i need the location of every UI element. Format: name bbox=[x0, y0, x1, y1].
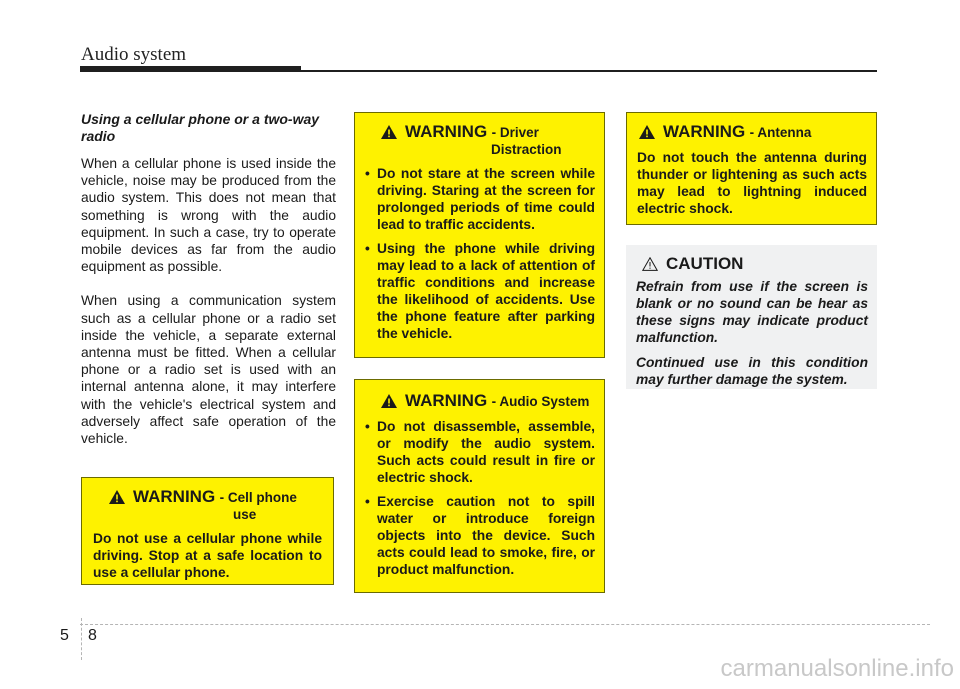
warning-subtitle: - Driver bbox=[491, 125, 539, 140]
warning-subtitle-2: Distraction bbox=[491, 142, 562, 157]
warning-box-driver-distraction bbox=[354, 112, 605, 358]
warning-triangle-icon bbox=[109, 490, 125, 504]
header-bar-thick bbox=[80, 66, 301, 72]
list-item: • Exercise caution not to spill water or introduce foreign objects into the device. Such acts could lead to smoke, fire, or product malfunction. bbox=[365, 494, 595, 577]
warning-triangle-icon bbox=[639, 125, 655, 139]
warning-subtitle: - Audio System bbox=[491, 394, 590, 409]
warning-bullet-list bbox=[365, 418, 595, 578]
list-item: • Using the phone while driving may lead to a lack of attention of traffic conditions and increase the likelihood of accidents. Use the phone feature after parking the vehicle. bbox=[365, 241, 595, 341]
warning-subtitle: - Cell phone bbox=[219, 490, 297, 505]
caution-triangle-icon bbox=[642, 257, 658, 271]
list-item: • Do not disassemble, assemble, or modify the audio system. Such acts could result in fire or electric shock. bbox=[365, 419, 595, 485]
warning-text: Do not touch the antenna during thunder or lightening as such acts may lead to lightning induced electric shock. bbox=[637, 150, 867, 216]
header-bar-thin bbox=[301, 70, 877, 72]
caution-paragraph-1: Refrain from use if the screen is blank or no sound can be hear as these signs may indicate product malfunction. bbox=[636, 279, 868, 345]
list-item: • Do not stare at the screen while driving. Staring at the screen for prolonged periods of time could lead to traffic accidents. bbox=[365, 166, 595, 232]
left-column bbox=[81, 111, 336, 464]
footer-divider-vertical bbox=[81, 618, 82, 660]
body-paragraph-1: When a cellular phone is used inside the vehicle, noise may be produced from the audio system. This does not mean that something is wrong with the audio equipment. In such a case, try to operate mobile devices as far from the audio equipment as possible. bbox=[81, 156, 336, 275]
warning-bullet-list bbox=[365, 165, 595, 342]
warning-title: WARNING bbox=[663, 122, 746, 141]
watermark: carmanualsonline.info bbox=[720, 655, 954, 682]
warning-box-cell-phone bbox=[81, 477, 334, 585]
caution-title: CAUTION bbox=[666, 254, 744, 273]
caution-box bbox=[626, 245, 877, 389]
caution-paragraph-2: Continued use in this condition may further damage the system. bbox=[636, 355, 868, 387]
warning-triangle-icon bbox=[381, 125, 397, 139]
section-heading: Using a cellular phone or a two-way radio bbox=[81, 111, 320, 144]
warning-title: WARNING bbox=[133, 487, 216, 506]
warning-title: WARNING bbox=[405, 391, 488, 410]
warning-triangle-icon bbox=[381, 394, 397, 408]
warning-text: Do not use a cellular phone while driving. Stop at a safe location to use a cellular phone. bbox=[93, 531, 322, 580]
warning-box-audio-system bbox=[354, 379, 605, 593]
warning-box-antenna bbox=[626, 112, 877, 225]
warning-subtitle: - Antenna bbox=[749, 125, 812, 140]
page-number: 8 bbox=[88, 627, 97, 644]
warning-subtitle-2: use bbox=[233, 507, 257, 522]
footer-divider-horizontal bbox=[80, 624, 930, 625]
header-title: Audio system bbox=[81, 44, 187, 65]
body-paragraph-2: When using a communication system such as a cellular phone or a radio set inside the vehicle, a separate external antenna must be fitted. When a cellular phone or a radio set is used with an internal antenna alone, it may interfere with the vehicle's electrical system and adversely affect safe operation of the vehicle. bbox=[81, 293, 336, 447]
page-chapter-number: 5 bbox=[60, 627, 69, 644]
warning-title: WARNING bbox=[405, 122, 488, 141]
